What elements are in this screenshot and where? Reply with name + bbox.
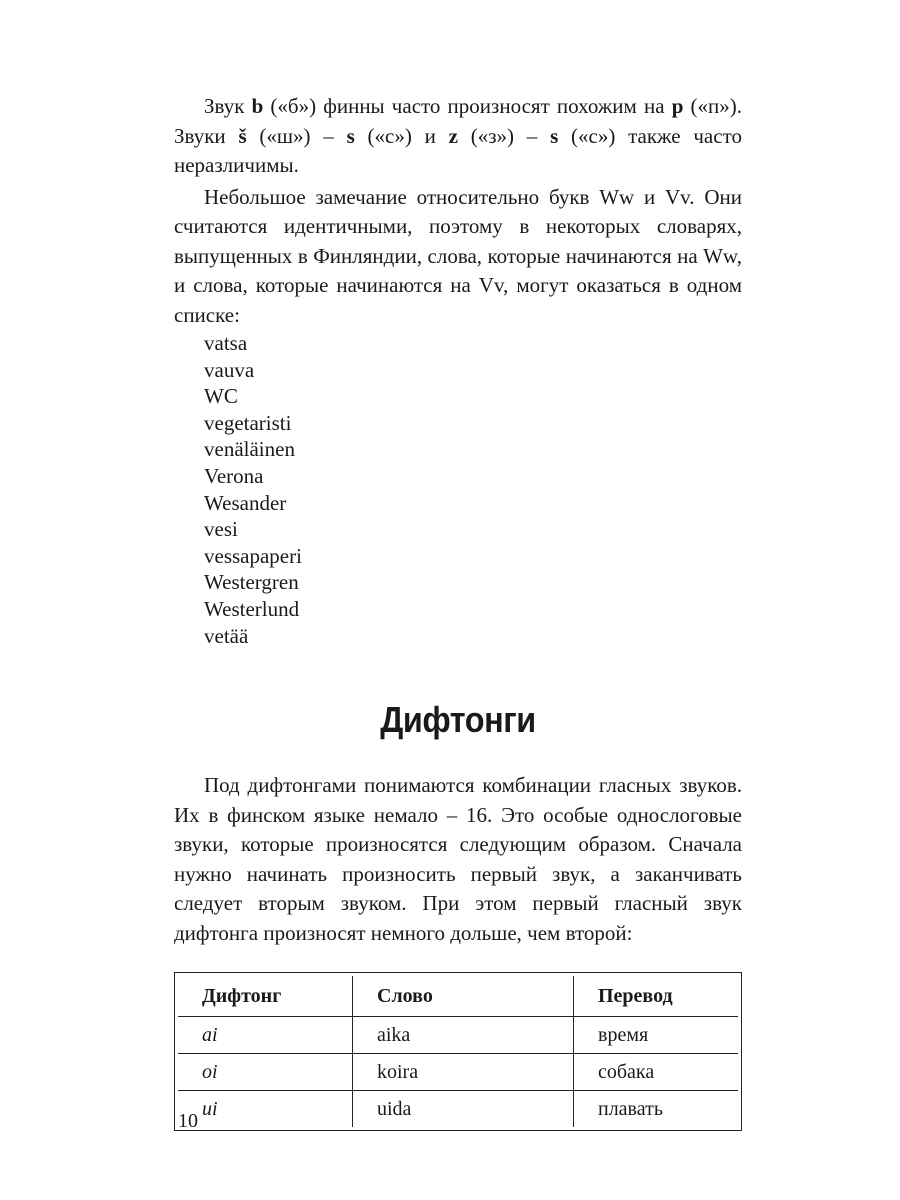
- text-run: («п»). Звуки: [174, 94, 742, 148]
- table-cell-translation: плавать: [574, 1091, 739, 1128]
- table-row: [178, 1091, 738, 1128]
- table-header-row: [178, 976, 738, 1017]
- table-cell-translation: собака: [574, 1054, 739, 1091]
- list-item: Wesander: [204, 490, 287, 515]
- diphthong-table: [178, 976, 738, 1127]
- text-run: («б») финны часто произносят похожим на: [263, 94, 672, 118]
- table-cell-word: uida: [353, 1091, 574, 1128]
- table-cell-diphthong: ui: [178, 1091, 353, 1128]
- text-run: Звук: [204, 94, 252, 118]
- text-run: («ш») –: [246, 123, 347, 148]
- page-content: [174, 92, 742, 1131]
- list-item: vessapaperi: [204, 543, 302, 568]
- section-title: Дифтонги: [380, 699, 536, 741]
- list-item: Westerlund: [204, 596, 300, 621]
- list-item: venäläinen: [204, 437, 295, 462]
- list-item: vegetaristi: [204, 410, 292, 435]
- list-item: vatsa: [204, 331, 248, 355]
- paragraph-diphthong-intro: Под дифтонгами понимаются комбинации гласных звуков. Их в финском языке немало – 16. Это особые однослоговые звуки, которые произносятся следующим образом. Сначала нужно начинать произносить первый звук, а заканчивать следует вторым звуком. При этом первый гласный звук дифтонга произносят немного дольше, чем второй:: [174, 773, 742, 945]
- text-run: («з») –: [457, 123, 551, 148]
- letter-p: p: [671, 94, 684, 118]
- letter-z: z: [448, 123, 458, 148]
- column-header: Дифтонг: [178, 976, 353, 1017]
- letter-s: s: [550, 123, 559, 148]
- table-cell-translation: время: [574, 1017, 739, 1054]
- diphthong-table-frame: [174, 972, 742, 1131]
- paragraph-ww-vv-note: Небольшое замечание относительно букв Ww и Vv. Они считаются идентичными, поэтому в некоторых словарях, выпущенных в Финляндии, слова, которые начинаются на Ww, и слова, которые начинаются на Vv, могут оказаться в одном списке:: [174, 184, 742, 327]
- letter-s-caron: š: [238, 123, 247, 148]
- text-run: («с») также часто неразличимы.: [174, 123, 742, 177]
- column-header: Слово: [353, 976, 574, 1017]
- text-run: («с») и: [354, 123, 449, 148]
- table-row: [178, 1017, 738, 1054]
- paragraph-pronunciation: [174, 92, 742, 181]
- list-item: WC: [204, 384, 238, 409]
- page-number: 10: [178, 1110, 198, 1132]
- list-item: vesi: [204, 517, 238, 542]
- table-cell-diphthong: oi: [178, 1054, 353, 1091]
- table-cell-word: koira: [353, 1054, 574, 1091]
- letter-b: b: [251, 94, 264, 118]
- table-cell-word: aika: [353, 1017, 574, 1054]
- table-cell-diphthong: ai: [178, 1017, 353, 1054]
- list-item: Westergren: [204, 570, 299, 595]
- table-row: [178, 1054, 738, 1091]
- list-item: vauva: [204, 357, 255, 382]
- column-header: Перевод: [574, 976, 739, 1017]
- word-list: [174, 330, 742, 649]
- letter-s: s: [346, 123, 355, 148]
- list-item: vetää: [204, 623, 249, 648]
- list-item: Verona: [204, 463, 264, 488]
